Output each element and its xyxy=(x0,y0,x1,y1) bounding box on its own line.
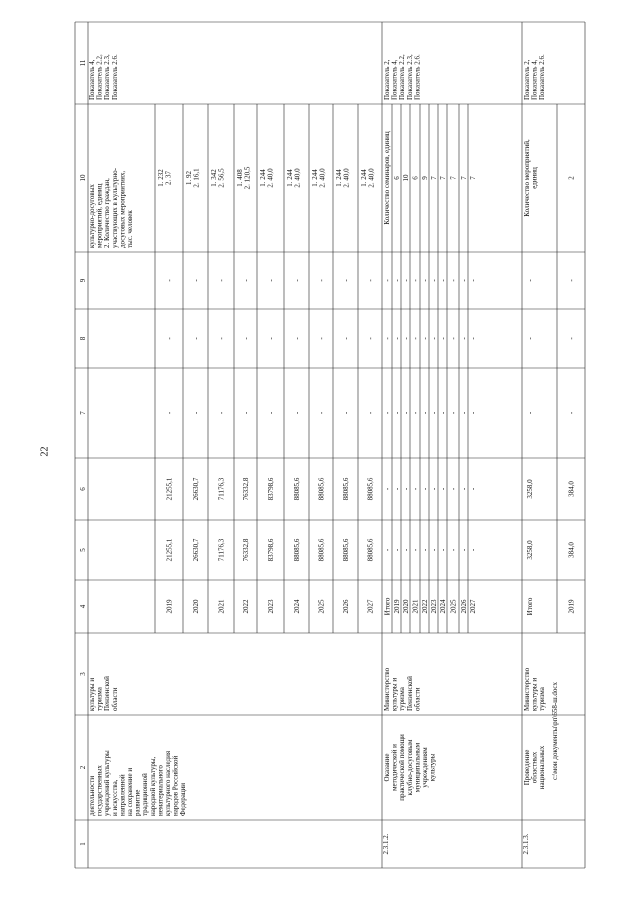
funding-cell: - xyxy=(421,411,429,415)
description-text: на сохранение и xyxy=(126,767,134,816)
local-budget-cell: - xyxy=(192,337,200,340)
regional-budget-cell: 88085,6 xyxy=(366,477,375,501)
funding-cell: - xyxy=(469,487,477,491)
year-cell: 2020 xyxy=(192,599,200,614)
year-cell: 2024 xyxy=(439,599,447,614)
indicator-value-cell: 1. 342 xyxy=(210,169,218,187)
indicator-value-cell: 7 xyxy=(430,176,438,180)
funding-cell: - xyxy=(393,548,401,552)
local-budget-cell: - xyxy=(293,337,301,340)
executor-text: Министерство xyxy=(383,667,391,711)
year-cell: 2019 xyxy=(567,599,576,614)
funding-cell: - xyxy=(567,279,576,282)
target-indicator-text: Показатель 4, xyxy=(530,59,539,100)
indicator-value-cell: 2. 40,0 xyxy=(318,168,327,188)
year-cell: 2026 xyxy=(342,599,350,614)
funding-cell: - xyxy=(469,548,477,552)
executor-text: туризма xyxy=(95,687,104,711)
funding-cell: - xyxy=(439,411,447,415)
year-cell: 2020 xyxy=(402,599,410,614)
funding-cell: - xyxy=(469,279,477,282)
funding-cell: - xyxy=(430,279,438,282)
other-sources-cell: - xyxy=(242,279,250,282)
funding-cell: - xyxy=(383,337,392,340)
year-cell: 2027 xyxy=(469,599,477,614)
funding-cell: - xyxy=(460,487,468,491)
local-budget-cell: - xyxy=(242,337,250,340)
funding-cell: - xyxy=(411,548,420,552)
federal-budget-cell: - xyxy=(165,411,174,415)
funding-cell: - xyxy=(383,548,392,552)
federal-budget-cell: - xyxy=(317,411,326,415)
indicator-value-cell: 2. 40,0 xyxy=(342,168,351,188)
description-text: направленной xyxy=(118,774,127,816)
other-sources-cell: - xyxy=(342,279,350,282)
description-text: муниципальным xyxy=(413,742,422,793)
indicator-value-cell: 7 xyxy=(439,176,447,180)
funding-cell: 3258,0 xyxy=(526,479,534,499)
indicator-value-cell: 6 xyxy=(411,176,420,180)
year-cell: 2025 xyxy=(317,599,326,614)
indicator-text: досуговых мероприятиях, xyxy=(118,170,127,248)
indicator-value-cell: 7 xyxy=(460,176,468,180)
description-text: традиционной xyxy=(141,773,150,816)
executor-text: области xyxy=(110,687,119,711)
target-indicator-text: Показатель 2, xyxy=(523,59,531,100)
description-text: методической и xyxy=(390,744,399,791)
column-number-8: 8 xyxy=(79,336,87,341)
target-indicator-text: Показатель 2.6. xyxy=(538,54,547,100)
year-cell: 2027 xyxy=(366,599,375,614)
other-sources-cell: - xyxy=(192,279,200,282)
target-indicator-text: Показатель 2, xyxy=(383,59,391,100)
federal-budget-cell: - xyxy=(192,411,200,415)
indicator-text: участвующих в культурно- xyxy=(110,168,119,248)
year-cell: 2023 xyxy=(267,599,275,614)
row-number: 2.3.1.3. xyxy=(522,833,530,855)
footer-file-path: c:\мои документы\рп\658-ш.docx xyxy=(551,682,559,780)
indicator-value-cell: 1. 408 xyxy=(236,169,244,187)
funding-cell: - xyxy=(526,411,534,415)
indicator-value-cell: 1. 244 xyxy=(335,169,343,187)
total-funding-cell: 21255,1 xyxy=(165,538,174,562)
funding-cell: - xyxy=(421,279,429,282)
executor-text: туризма xyxy=(398,687,407,711)
description-text: клубно-досуговым xyxy=(405,739,414,796)
indicator-value-cell: 2. 56,5 xyxy=(217,168,226,188)
description-text: государственных xyxy=(95,765,104,816)
funding-cell: - xyxy=(393,411,401,415)
funding-cell: 384,0 xyxy=(567,481,576,497)
funding-cell: - xyxy=(383,411,392,415)
indicator-value-cell: 1. 244 xyxy=(286,169,294,187)
column-number-2: 2 xyxy=(79,765,87,770)
funding-cell: - xyxy=(393,487,401,491)
year-cell: 2019 xyxy=(393,599,401,614)
indicator-text: Количество мероприятий, xyxy=(523,139,531,217)
federal-budget-cell: - xyxy=(242,411,250,415)
funding-cell: - xyxy=(460,411,468,415)
regional-budget-cell: 83798,6 xyxy=(267,477,275,501)
column-number-10: 10 xyxy=(79,174,87,182)
indicator-value-cell: 9 xyxy=(421,176,429,180)
target-indicator-text: Показатель 2.6. xyxy=(413,54,422,100)
executor-text: туризма xyxy=(538,687,547,711)
total-funding-cell: 88085,6 xyxy=(366,538,375,562)
executor-text: Пензенской xyxy=(405,676,414,711)
indicator-value-cell: 2. 16,1 xyxy=(192,168,201,188)
target-indicator-text: Показатель 2.6. xyxy=(110,54,119,100)
regional-budget-cell: 88085,6 xyxy=(342,477,350,501)
description-text: Оказание xyxy=(383,753,391,782)
other-sources-cell: - xyxy=(217,279,226,282)
funding-cell: - xyxy=(567,337,576,340)
description-text: деятельности xyxy=(88,775,96,816)
funding-cell: - xyxy=(439,548,447,552)
target-indicator-text: Показатель 2.2, xyxy=(398,54,407,100)
funding-cell: - xyxy=(402,548,410,552)
target-indicator-text: Показатель 2.2, xyxy=(95,54,104,100)
indicator-text: Количество семинаров, единиц xyxy=(383,131,391,225)
regional-budget-cell: 21255,1 xyxy=(165,477,174,501)
executor-text: культуры и xyxy=(530,677,539,711)
regional-budget-cell: 88085,6 xyxy=(293,477,301,501)
year-cell: 2026 xyxy=(460,599,468,614)
column-number-6: 6 xyxy=(79,487,87,491)
local-budget-cell: - xyxy=(317,337,326,340)
local-budget-cell: - xyxy=(366,337,375,340)
funding-cell: - xyxy=(449,411,458,415)
other-sources-cell: - xyxy=(317,279,326,282)
column-number-3: 3 xyxy=(79,672,87,676)
target-indicator-text: Показатель 4, xyxy=(390,59,399,100)
year-cell: Итого xyxy=(526,597,534,616)
funding-cell: - xyxy=(439,279,447,282)
year-cell: Итого xyxy=(383,597,392,616)
regional-budget-cell: 76332,8 xyxy=(242,477,250,501)
executor-text: культуры и xyxy=(390,677,399,711)
total-funding-cell: 88085,6 xyxy=(293,538,301,562)
federal-budget-cell: - xyxy=(267,411,275,415)
indicator-value-cell: 1. 244 xyxy=(259,169,267,187)
funding-cell: - xyxy=(421,487,429,491)
executor-text: Министерство xyxy=(523,667,531,711)
indicator-value-cell: 2. 37 xyxy=(164,171,173,185)
regional-budget-cell: 71176,3 xyxy=(217,477,226,501)
indicator-value-cell: 1. 92 xyxy=(185,171,193,185)
funding-cell: - xyxy=(430,337,438,340)
federal-budget-cell: - xyxy=(293,411,301,415)
executor-text: Пензенской xyxy=(103,676,112,711)
funding-cell: - xyxy=(449,548,458,552)
indicator-text: тыс. человек xyxy=(126,210,134,248)
indicator-value-cell: 2. 40,0 xyxy=(266,168,275,188)
other-sources-cell: - xyxy=(267,279,275,282)
total-funding-cell: 26630,7 xyxy=(192,538,200,562)
funding-cell: - xyxy=(460,548,468,552)
funding-cell: - xyxy=(402,487,410,491)
description-text: нематериального xyxy=(156,765,165,816)
executor-text: области xyxy=(413,687,422,711)
column-number-5: 5 xyxy=(79,548,87,552)
regional-budget-cell: 88085,6 xyxy=(317,477,326,501)
funding-cell: - xyxy=(402,411,410,415)
column-number-11: 11 xyxy=(79,59,87,67)
year-cell: 2025 xyxy=(449,599,458,614)
target-indicator-text: Показатель 2.3, xyxy=(103,54,112,100)
indicator-value-cell: 2. 40,0 xyxy=(293,168,302,188)
local-budget-cell: - xyxy=(342,337,350,340)
funding-cell: - xyxy=(430,487,438,491)
indicator-value-cell: 1. 232 xyxy=(157,169,165,187)
funding-cell: - xyxy=(449,279,458,282)
federal-budget-cell: - xyxy=(366,411,375,415)
total-funding-cell: 76332,8 xyxy=(242,538,250,562)
indicator-value-cell: 1. 244 xyxy=(311,169,319,187)
funding-cell: - xyxy=(526,279,534,282)
funding-cell: - xyxy=(383,487,392,491)
description-text: культурного наследия xyxy=(164,750,172,816)
funding-cell: - xyxy=(383,279,392,282)
indicator-value-cell: 1. 244 xyxy=(360,169,368,187)
indicator-text: культурно-досуговых xyxy=(88,184,96,248)
column-number-7: 7 xyxy=(79,411,87,415)
year-cell: 2021 xyxy=(217,599,226,614)
federal-budget-cell: - xyxy=(217,411,226,415)
page-number: 22 xyxy=(39,446,51,457)
year-cell: 2022 xyxy=(242,599,250,614)
description-text: культуры xyxy=(428,753,437,782)
funding-cell: - xyxy=(402,337,410,340)
funding-cell: - xyxy=(411,411,420,415)
local-budget-cell: - xyxy=(267,337,275,340)
total-funding-cell: 83798,6 xyxy=(267,538,275,562)
indicator-value-cell: 2 xyxy=(567,176,576,180)
description-text: областных xyxy=(530,751,539,784)
local-budget-cell: - xyxy=(217,337,226,340)
funding-cell: - xyxy=(460,337,468,340)
funding-cell: - xyxy=(402,279,410,282)
description-text: народов Российской xyxy=(171,755,180,816)
indicator-value-cell: 7 xyxy=(449,176,458,180)
description-text: учреждениям xyxy=(421,747,429,788)
funding-cell: - xyxy=(526,337,534,340)
federal-budget-cell: - xyxy=(342,411,350,415)
funding-cell: - xyxy=(411,279,420,282)
funding-cell: - xyxy=(411,487,420,491)
column-number-4: 4 xyxy=(79,604,87,609)
indicator-value-cell: 10 xyxy=(402,174,410,182)
description-text: развитие xyxy=(133,789,142,816)
funding-cell: - xyxy=(469,337,477,340)
indicator-text: мероприятий, единиц xyxy=(95,183,104,248)
funding-cell: 3258,0 xyxy=(526,540,534,560)
column-number-1: 1 xyxy=(79,842,87,846)
column-number-9: 9 xyxy=(79,278,87,283)
funding-cell: - xyxy=(393,279,401,282)
funding-cell: - xyxy=(421,548,429,552)
indicator-value-cell: 6 xyxy=(393,176,401,180)
total-funding-cell: 88085,6 xyxy=(317,538,326,562)
executor-text: культуры и xyxy=(88,677,96,711)
funding-cell: - xyxy=(421,337,429,340)
funding-cell: - xyxy=(460,279,468,282)
funding-cell: - xyxy=(393,337,401,340)
year-cell: 2022 xyxy=(421,599,429,614)
year-cell: 2021 xyxy=(411,599,420,614)
description-text: Проведение xyxy=(523,749,531,786)
description-text: национальных xyxy=(538,745,547,790)
funding-cell: - xyxy=(567,411,576,415)
other-sources-cell: - xyxy=(165,279,174,282)
target-indicator-text: Показатель 2.3, xyxy=(405,54,414,100)
year-cell: 2019 xyxy=(165,599,174,614)
row-number: 2.3.1.2. xyxy=(382,833,390,855)
description-text: учреждений культуры xyxy=(103,750,112,816)
indicator-value-cell: 2. 120,5 xyxy=(243,166,252,190)
other-sources-cell: - xyxy=(366,279,375,282)
indicator-text: единиц xyxy=(530,167,539,189)
indicator-value-cell: 2. 40,0 xyxy=(367,168,376,188)
funding-cell: - xyxy=(449,337,458,340)
description-text: практической помощи xyxy=(398,734,407,801)
year-cell: 2023 xyxy=(430,599,438,614)
total-funding-cell: 71176,3 xyxy=(217,538,226,562)
funding-cell: - xyxy=(430,548,438,552)
total-funding-cell: 88085,6 xyxy=(342,538,350,562)
local-budget-cell: - xyxy=(165,337,174,340)
indicator-value-cell: 7 xyxy=(469,176,477,180)
regional-budget-cell: 26630,7 xyxy=(192,477,200,501)
target-indicator-text: Показатель 4, xyxy=(88,59,96,100)
indicator-text: 2. Количество граждан, xyxy=(103,178,112,248)
funding-cell: - xyxy=(411,337,420,340)
other-sources-cell: - xyxy=(293,279,301,282)
description-text: Федерации xyxy=(179,782,188,816)
description-text: и искусства, xyxy=(110,779,119,816)
funding-cell: - xyxy=(439,487,447,491)
funding-cell: - xyxy=(469,411,477,415)
description-text: народной культуры, xyxy=(148,756,157,816)
funding-cell: - xyxy=(430,411,438,415)
funding-cell: 384,0 xyxy=(567,542,576,558)
funding-cell: - xyxy=(449,487,458,491)
funding-cell: - xyxy=(439,337,447,340)
year-cell: 2024 xyxy=(293,599,301,614)
